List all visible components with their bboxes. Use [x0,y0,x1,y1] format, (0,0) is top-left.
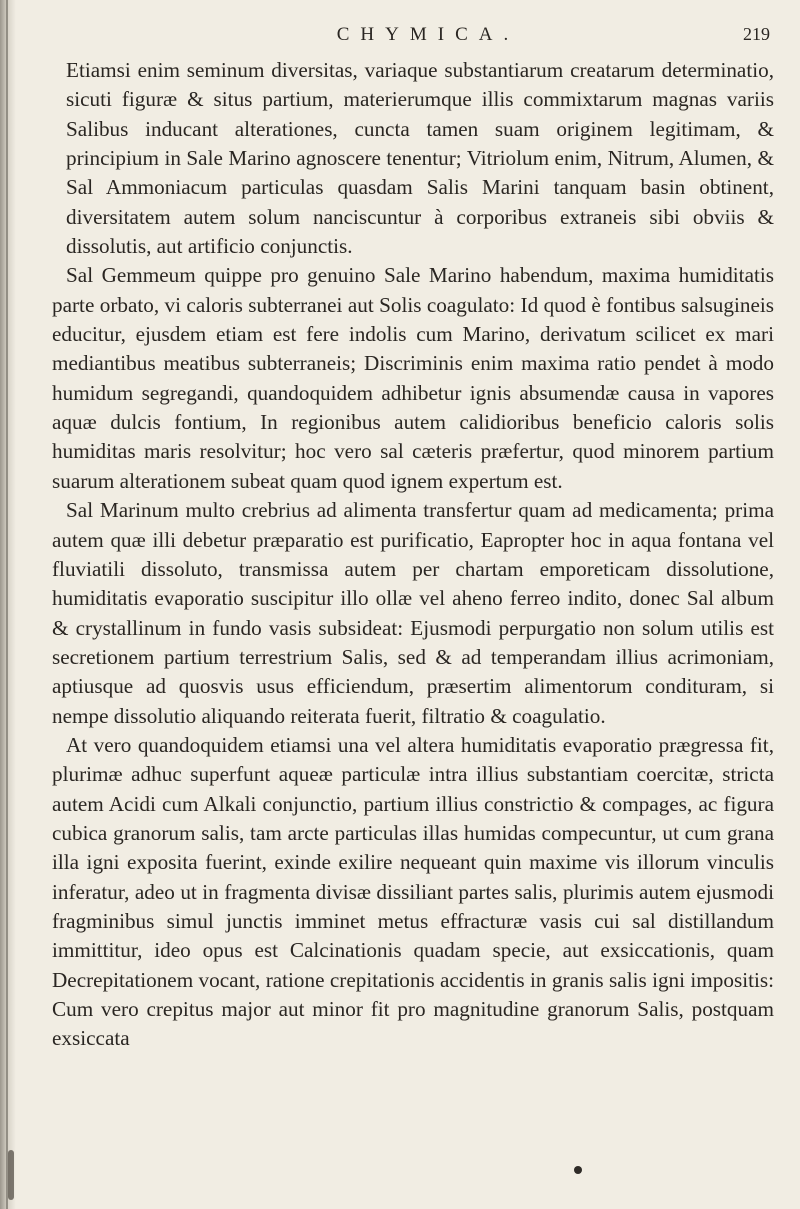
book-page [52,22,774,1054]
paragraph-3: Sal Marinum multo crebrius ad alimenta transfertur quam ad medicamenta; prima autem quæ illi debetur præparatio est purificatio, Eapropter hoc in aqua fontana vel fluviatili dissoluto, transmissa autem per chartam emporeticam dissolutione, humiditatis evaporatio suscipitur illo ollæ vel aheno ferreo indito, donec Sal album & crystallinum in fundo vasis subsideat: Ejusmodi perpurgatio non solum utilis est secretionem partium terrestrium Salis, sed & ad temperandam illius acrimoniam, aptiusque ad quosvis usus efficiendum, præsertim alimentorum condituram, si nempe dissolutio aliquando reiterata fuerit, filtratio & coagulatio. [52,498,774,728]
margin-stain [8,1150,14,1200]
page-binding-edge [0,0,16,1209]
paragraph-1: Etiamsi enim seminum diversitas, variaque substantiarum creatarum determinatio, sicuti figuræ & situs partium, materierumque illis commixtarum magnas variis Salibus inducant alterationes, cuncta tamen suam originem legitimam, & principium in Sale Marino agnoscere tenentur; Vitriolum enim, Nitrum, Alumen, & Sal Ammoniacum particulas quasdam Salis Marini tanquam basin obtinent, diversitatem autem solum nanciscuntur à corporibus extraneis sibi obviis & dissolutis, aut artificio conjunctis. [66,58,774,259]
paragraph-2: Sal Gemmeum quippe pro genuino Sale Marino habendum, maxima humiditatis parte orbato, vi caloris subterranei aut Solis coagulato: Id quod è fontibus salsugineis educitur, ejusdem etiam est fere indolis cum Marino, derivatum scilicet ex mari mediantibus meatibus subterraneis; Discriminis enim maxima ratio pendet à modo humidum segregandi, quandoquidem adhibetur ignis absumendæ causa in vapores aquæ dulcis fontium, In regionibus autem calidioribus beneficio caloris solis humiditas maris resolvitur; hoc vero sal cæteris præfertur, quod minorem partium suarum alterationem subeat quam quod ignem expertum est. [52,263,774,493]
running-head [52,22,774,56]
body-text [52,56,774,1054]
page-number: 219 [743,24,770,44]
paragraph-4: At vero quandoquidem etiamsi una vel altera humiditatis evaporatio prægressa fit, plurimæ adhuc superfunt aqueæ particulæ intra illius substantiam coercitæ, stricta autem Acidi cum Alkali conjunctio, partium illius constrictio & compages, ac figura cubica granorum salis, tam arcte particulas illas humidas compecuntur, ut cum grana illa igni exposita fuerint, exinde exilire nequeant quin maxime vis illorum vinculis inferatur, adeo ut in fragmenta divisæ dissiliant partes salis, plurimis autem ejusmodi fragminibus simul junctis imminet metus effracturæ vasis cui sal distillandum immittitur, ideo opus est Calcinationis quadam specie, aut exsiccationis, quam Decrepitationem vocant, ratione crepitationis accidentis in granis salis igni impositis: Cum vero crepitus major aut minor fit pro magnitudine granorum Salis, postquam exsiccata [52,732,774,1051]
running-title: CHYMICA. [336,24,520,45]
ink-spot [574,1166,582,1174]
